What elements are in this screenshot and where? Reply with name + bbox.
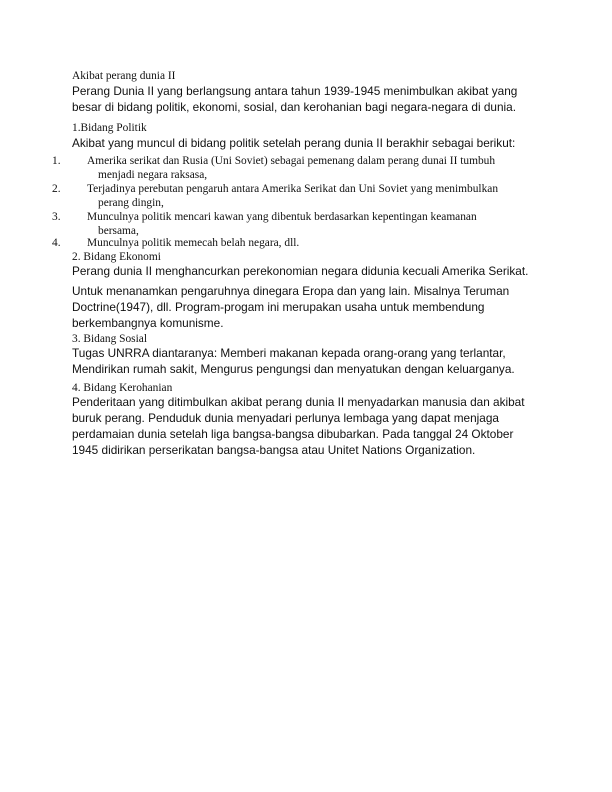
list-text: Amerika serikat dan Rusia (Uni Soviet) sebagai pemenang dalam perang dunai II tumbuh — [87, 155, 496, 167]
ekonomi-line: Doctrine(1947), dll. Program-progam ini merupakan usaha untuk membendung — [72, 300, 485, 314]
sosial-line: Tugas UNRRA diantaranya: Memberi makanan kepada orang-orang yang terlantar, — [72, 346, 506, 360]
kerohanian-line: 1945 didirikan perserikatan bangsa-bangsa atau Unitet Nations Organization. — [72, 443, 476, 457]
list-text: Terjadinya perebutan pengaruh antara Amerika Serikat dan Uni Soviet yang menimbulkan — [87, 183, 499, 195]
kerohanian-line: perdamaian dunia setelah liga bangsa-bangsa dibubarkan. Pada tanggal 24 Oktober — [72, 427, 514, 441]
kerohanian-paragraph — [72, 394, 552, 458]
kerohanian-line: buruk perang. Penduduk dunia menyadari perlunya lembaga yang dapat menjaga — [72, 411, 499, 425]
intro-line: besar di bidang politik, ekonomi, sosial, dan kerohanian bagi negara-negara di dunia. — [72, 100, 516, 114]
intro-paragraph — [72, 83, 552, 115]
list-text-continued: menjadi negara raksasa, — [98, 169, 208, 181]
intro-line: Perang Dunia II yang berlangsung antara tahun 1939-1945 menimbulkan akibat yang — [72, 84, 518, 98]
ekonomi-line: Untuk menanamkan pengaruhnya dinegara Eropa dan yang lain. Misalnya Teruman — [72, 284, 510, 298]
doc-title: Akibat perang dunia II — [72, 70, 176, 82]
ekonomi-heading: 2. Bidang Ekonomi — [72, 251, 161, 263]
list-number: 4. — [52, 237, 61, 249]
sosial-heading: 3. Bidang Sosial — [72, 333, 147, 345]
politik-lead: Akibat yang muncul di bidang politik setelah perang dunia II berakhir sebagai berikut: — [72, 136, 516, 150]
ekonomi-line: berkembangnya komunisme. — [72, 316, 224, 330]
list-number: 3. — [52, 211, 61, 223]
kerohanian-heading: 4. Bidang Kerohanian — [72, 382, 173, 394]
ekonomi-paragraph-2 — [72, 283, 552, 331]
list-text: Munculnya politik mencari kawan yang dibentuk berdasarkan kepentingan keamanan — [87, 211, 477, 223]
list-number: 1. — [52, 155, 61, 167]
kerohanian-line: Penderitaan yang ditimbulkan akibat perang dunia II menyadarkan manusia dan akibat — [72, 395, 525, 409]
list-number: 2. — [52, 183, 61, 195]
list-text-continued: perang dingin, — [98, 197, 164, 209]
ekonomi-paragraph: Perang dunia II menghancurkan perekonomian negara didunia kecuali Amerika Serikat. — [72, 264, 529, 278]
list-text-continued: bersama, — [98, 225, 139, 237]
politik-heading: 1.Bidang Politik — [72, 122, 147, 134]
sosial-paragraph — [72, 345, 552, 377]
list-text: Munculnya politik memecah belah negara, dll. — [87, 237, 300, 249]
sosial-line: Mendirikan rumah sakit, Mengurus pengungsi dan menyatukan dengan keluarganya. — [72, 362, 515, 376]
